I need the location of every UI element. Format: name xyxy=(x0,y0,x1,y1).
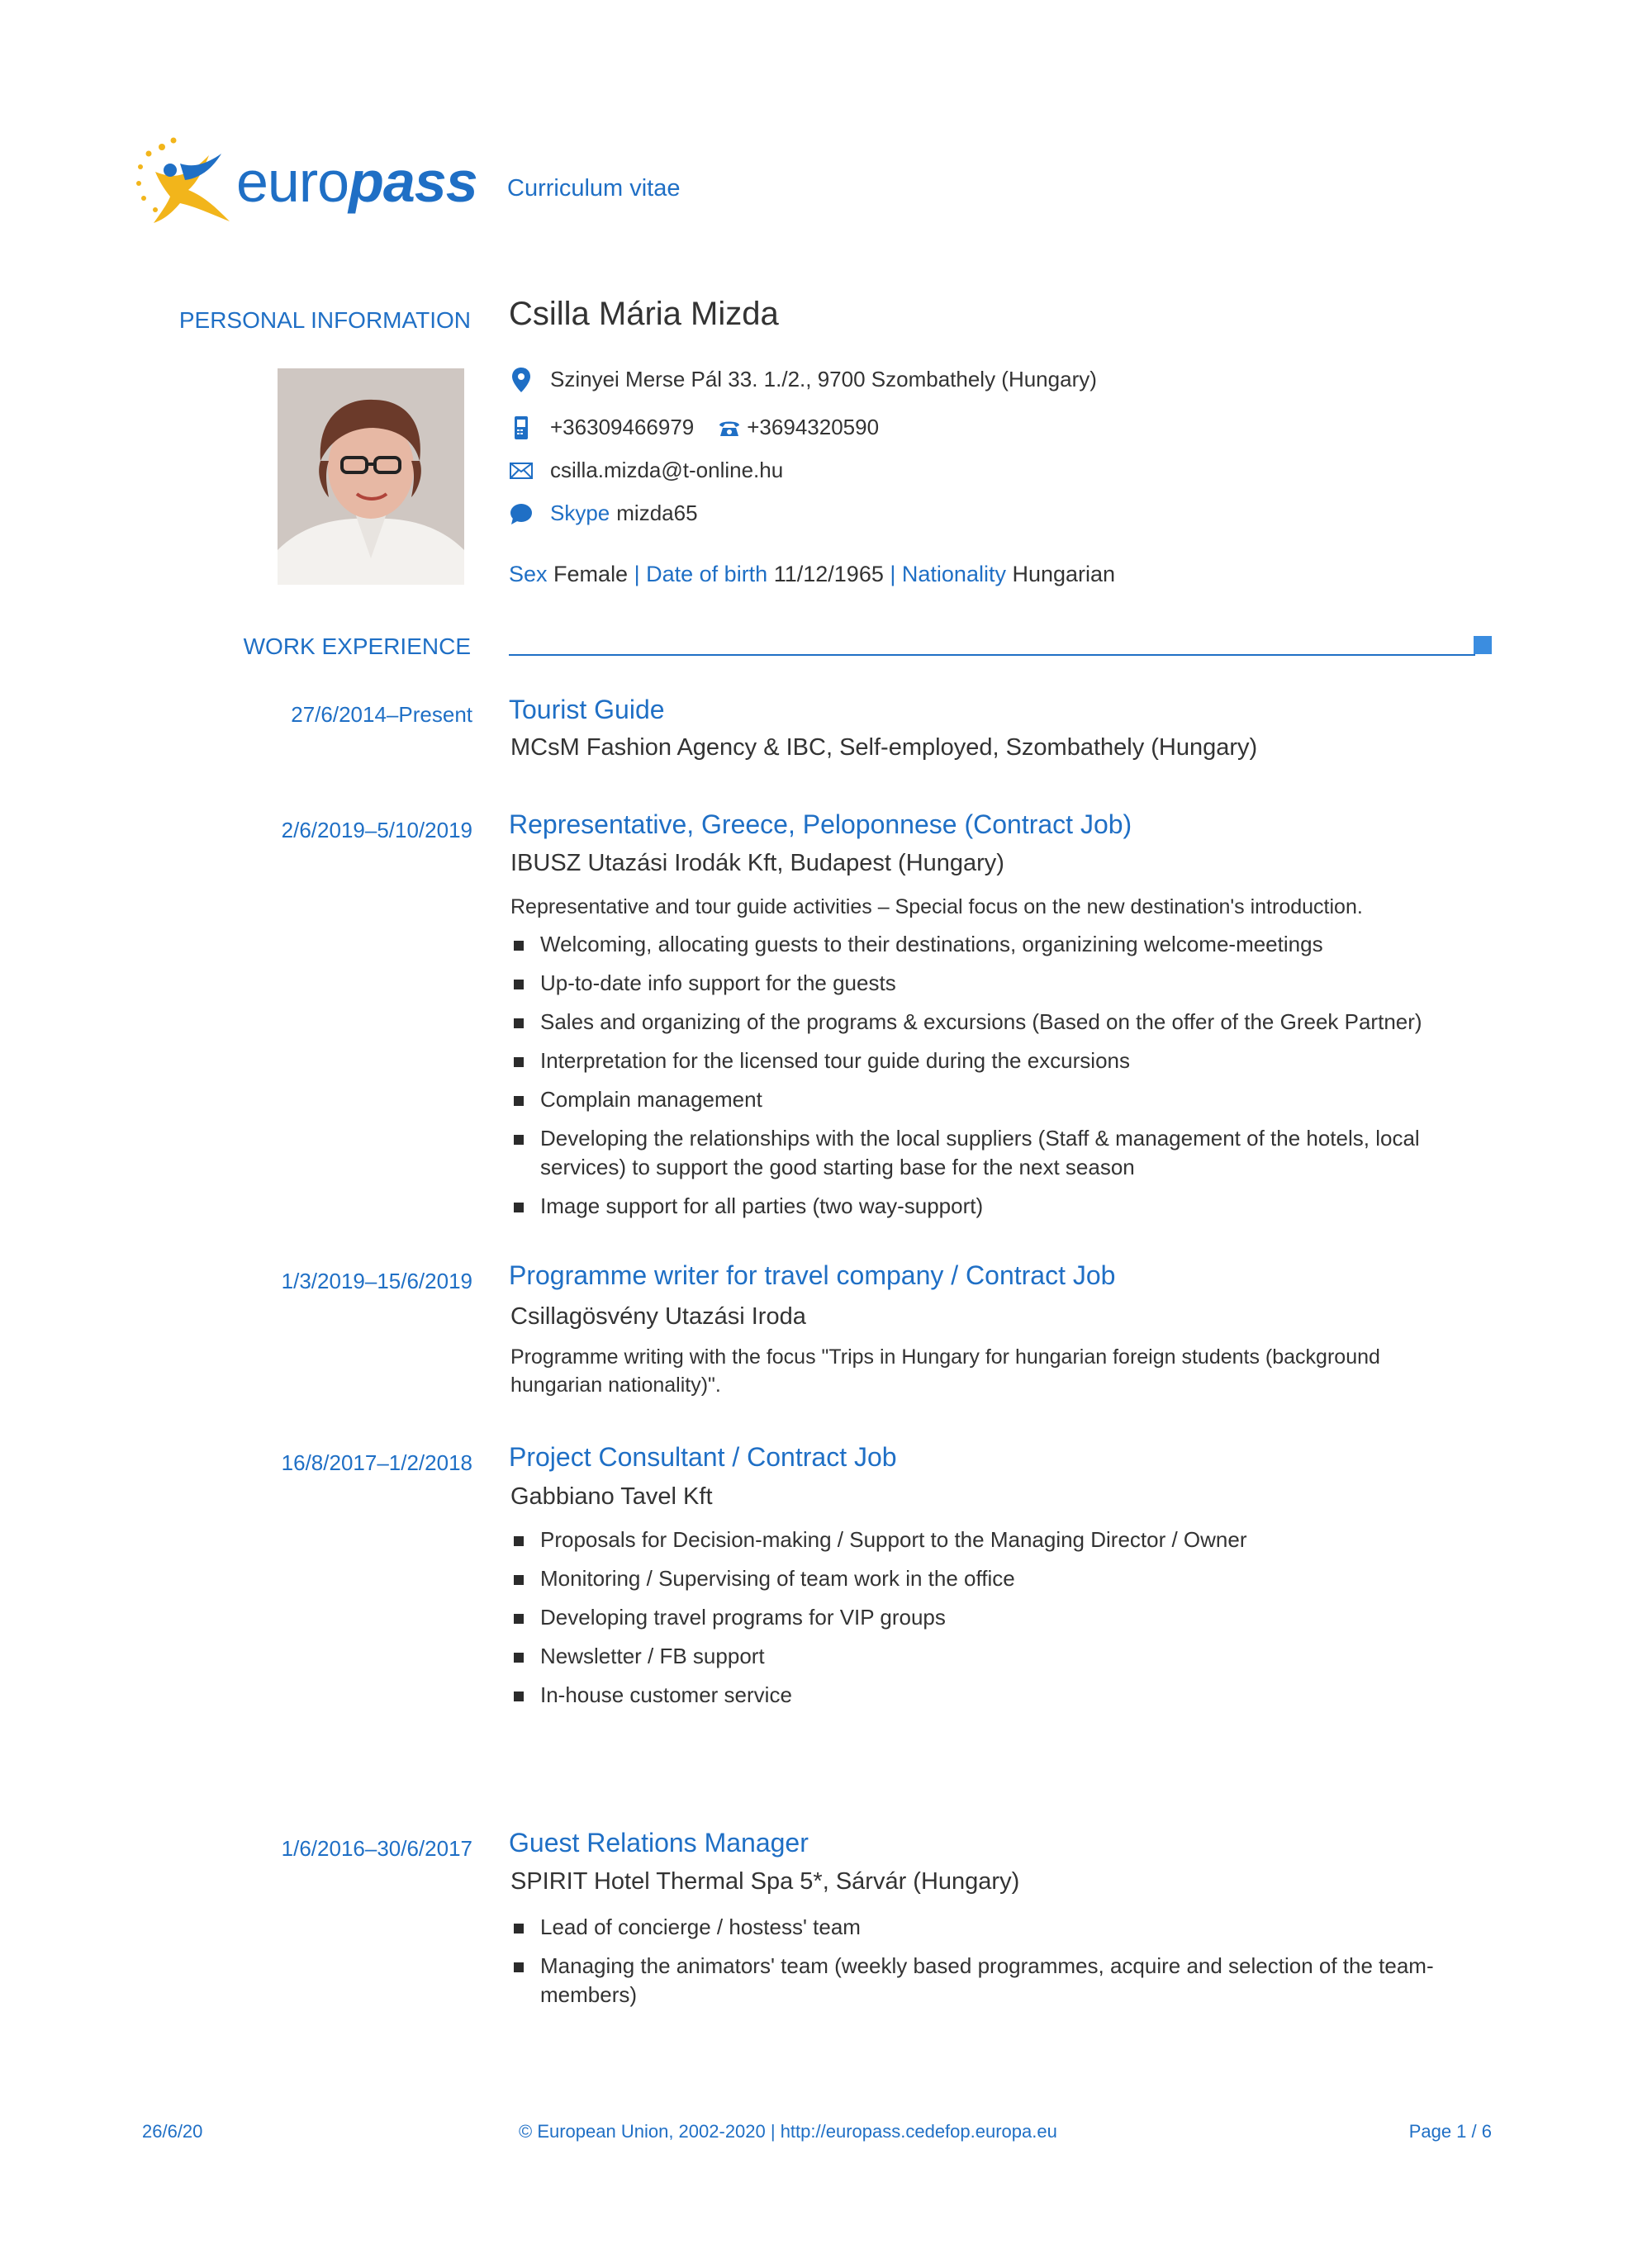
chat-bubble-icon xyxy=(509,503,534,524)
list-item: Welcoming, allocating guests to their destinations, organizining welcome-meetings xyxy=(510,930,1460,959)
job-employer: Csillagösvény Utazási Iroda xyxy=(510,1303,806,1330)
nationality-label: Nationality xyxy=(901,562,1006,586)
job-title: Tourist Guide xyxy=(509,695,665,724)
email-envelope-icon xyxy=(509,463,534,479)
personal-info-label: PERSONAL INFORMATION xyxy=(178,307,471,333)
europass-logo xyxy=(131,124,477,240)
list-item: Proposals for Decision-making / Support to the Managing Director / Owner xyxy=(510,1525,1460,1554)
section-divider xyxy=(509,654,1475,656)
mobile-number[interactable]: +36309466979 xyxy=(550,415,695,439)
full-name: Csilla Mária Mizda xyxy=(509,296,779,332)
separator: | xyxy=(890,562,896,586)
list-item: Sales and organizing of the programs & excursions (Based on the offer of the Greek Partner) xyxy=(510,1008,1460,1037)
list-item: Complain management xyxy=(510,1085,1460,1114)
job-employer: Gabbiano Tavel Kft xyxy=(510,1483,713,1510)
job-duties-list xyxy=(510,930,1460,1231)
job-title: Programme writer for travel company / Contract Job xyxy=(509,1260,1116,1290)
list-item: In-house customer service xyxy=(510,1681,1460,1710)
document-title: Curriculum vitae xyxy=(507,175,681,202)
email-row xyxy=(509,458,783,483)
job-title: Representative, Greece, Peloponnese (Contract Job) xyxy=(509,809,1132,839)
address-text: Szinyei Merse Pál 33. 1./2., 9700 Szombathely (Hungary) xyxy=(550,367,1097,391)
list-item: Lead of concierge / hostess' team xyxy=(510,1913,1460,1942)
location-pin-icon xyxy=(509,368,534,392)
list-item: Monitoring / Supervising of team work in the office xyxy=(510,1564,1460,1593)
address-row xyxy=(509,367,1097,392)
job-description: Representative and tour guide activities – Special focus on the new destination's introduction. xyxy=(510,895,1363,918)
job-employer: MCsM Fashion Agency & IBC, Self-employed, Szombathely (Hungary) xyxy=(510,734,1258,761)
nationality-value: Hungarian xyxy=(1012,562,1116,586)
telephone-icon xyxy=(717,419,742,437)
list-item: Developing the relationships with the local suppliers (Staff & management of the hotels, local services) to support the good starting base for the next season xyxy=(510,1124,1441,1182)
job-date: 16/8/2017–1/2/2018 xyxy=(281,1450,472,1475)
skype-row xyxy=(509,501,698,526)
list-item: Image support for all parties (two way-support) xyxy=(510,1192,1460,1221)
sex-value: Female xyxy=(553,562,629,586)
job-duties-list xyxy=(510,1913,1460,2019)
personal-details-line xyxy=(509,562,1115,587)
list-item: Up-to-date info support for the guests xyxy=(510,969,1460,998)
job-date: 1/6/2016–30/6/2017 xyxy=(281,1836,472,1861)
footer-copyright[interactable]: © European Union, 2002-2020 | http://europass.cedefop.europa.eu xyxy=(519,2121,1057,2142)
job-date: 27/6/2014–Present xyxy=(291,702,472,727)
profile-photo xyxy=(278,368,464,585)
phone-row xyxy=(509,415,879,440)
list-item: Managing the animators' team (weekly based programmes, acquire and selection of the team-members) xyxy=(510,1952,1449,2009)
footer-page-number: Page 1 / 6 xyxy=(1408,2121,1492,2142)
job-duties-list xyxy=(510,1525,1460,1720)
footer-date: 26/6/20 xyxy=(142,2121,203,2142)
skype-handle[interactable]: mizda65 xyxy=(616,501,698,525)
europass-star-figure-icon xyxy=(131,130,238,230)
sex-label: Sex xyxy=(509,562,548,586)
separator: | xyxy=(634,562,640,586)
work-experience-label: WORK EXPERIENCE xyxy=(243,633,471,659)
section-divider-marker xyxy=(1474,636,1492,654)
job-title: Guest Relations Manager xyxy=(509,1828,809,1858)
landline-number[interactable]: +3694320590 xyxy=(747,415,880,439)
job-employer: IBUSZ Utazási Irodák Kft, Budapest (Hungary) xyxy=(510,850,1004,876)
dob-value: 11/12/1965 xyxy=(773,562,884,586)
job-title: Project Consultant / Contract Job xyxy=(509,1442,897,1472)
email-address[interactable]: csilla.mizda@t-online.hu xyxy=(550,458,784,482)
job-description: Programme writing with the focus "Trips in Hungary for hungarian foreign students (background hungarian nationality)". xyxy=(510,1345,1380,1397)
job-employer: SPIRIT Hotel Thermal Spa 5*, Sárvár (Hungary) xyxy=(510,1868,1020,1895)
dob-label: Date of birth xyxy=(646,562,768,586)
list-item: Developing travel programs for VIP groups xyxy=(510,1603,1460,1632)
job-date: 1/3/2019–15/6/2019 xyxy=(281,1269,472,1293)
skype-label: Skype xyxy=(550,501,610,525)
mobile-phone-icon xyxy=(509,415,534,440)
job-date: 2/6/2019–5/10/2019 xyxy=(281,818,472,842)
list-item: Newsletter / FB support xyxy=(510,1642,1460,1671)
logo-wordmark: europass xyxy=(236,149,477,214)
list-item: Interpretation for the licensed tour guide during the excursions xyxy=(510,1046,1460,1075)
